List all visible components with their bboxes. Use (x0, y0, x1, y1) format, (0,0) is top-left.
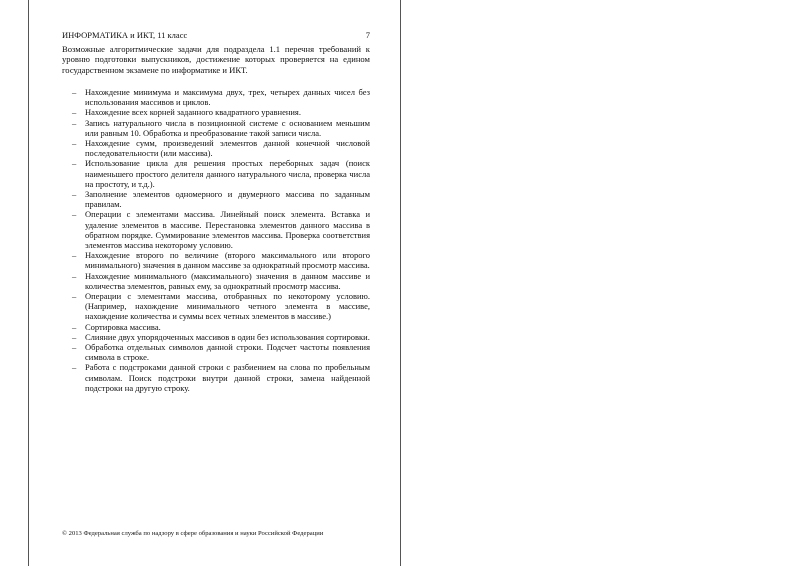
list-item-text: Запись натурального числа в позиционной системе с основанием меньшим или равным 10. Обработка и преобразование такой записи числа. (85, 117, 370, 138)
list-item (62, 118, 370, 138)
list-item (62, 250, 370, 270)
list-item (62, 362, 370, 393)
list-item (62, 158, 370, 189)
list-item (62, 322, 370, 332)
list-item (62, 271, 370, 291)
list-item-text: Использование цикла для решения простых переборных задач (поиск наименьшего простого делителя данного натурального числа, проверка числа на простоту, и т.д.). (85, 158, 370, 189)
header-title: ИНФОРМАТИКА и ИКТ, 11 класс (62, 30, 188, 40)
list-item-text: Нахождение всех корней заданного квадратного уравнения. (85, 107, 301, 118)
page-footer: © 2013 Федеральная служба по надзору в сфере образования и науки Российской Федерации (62, 530, 324, 537)
list-item (62, 189, 370, 209)
list-item-text: Заполнение элементов одномерного и двумерного массива по заданным правилам. (85, 189, 370, 210)
list-item-text: Операции с элементами массива. Линейный поиск элемента. Вставка и удаление элементов в массиве. Перестановка элементов данного массива в обратном порядке. Суммирование элементов массива. Проверка соответствия элементов массива некоторому условию. (85, 209, 370, 251)
bullet-dash: – (72, 331, 77, 342)
list-item (62, 209, 370, 250)
bullet-dash: – (72, 270, 77, 281)
bullet-dash: – (72, 107, 77, 118)
list-item (62, 291, 370, 322)
bullet-dash: – (72, 321, 77, 332)
list-item (62, 107, 370, 117)
page-number: 7 (365, 30, 370, 40)
bullet-dash: – (72, 362, 77, 373)
bullet-dash: – (72, 342, 77, 353)
list-item-text: Нахождение минимума и максимума двух, трех, четырех данных чисел без использования массивов и циклов. (85, 87, 370, 108)
bullet-dash: – (72, 117, 77, 128)
list-item-text: Работа с подстроками данной строки с разбиением на слова по пробельным символам. Поиск подстроки внутри данной строки, замена найденной подстроки на другую строку. (85, 362, 370, 393)
bullet-dash: – (72, 209, 77, 220)
list-item-text: Нахождение минимального (максимального) значения в данном массиве и количества элементов, равных ему, за однократный просмотр массива. (85, 270, 370, 291)
page-header (62, 30, 370, 40)
list-item (62, 138, 370, 158)
list-item-text: Нахождение второго по величине (второго максимального или второго минимального) значения в данном массиве за однократный просмотр массива. (85, 250, 370, 271)
list-item-text: Нахождение сумм, произведений элементов данной конечной числовой последовательности (или массива). (85, 138, 370, 159)
bullet-dash: – (72, 158, 77, 169)
list-item-text: Слияние двух упорядоченных массивов в один без использования сортировки. (85, 331, 370, 342)
bullet-dash: – (72, 189, 77, 200)
list-item-text: Сортировка массива. (85, 321, 161, 332)
list-item (62, 332, 370, 342)
bullet-dash: – (72, 291, 77, 302)
bullet-dash: – (72, 138, 77, 149)
list-item (62, 342, 370, 362)
list-item (62, 87, 370, 107)
bullet-dash: – (72, 250, 77, 261)
requirements-list (62, 87, 370, 393)
list-item-text: Обработка отдельных символов данной строки. Подсчет частоты появления символа в строке. (85, 342, 370, 363)
bullet-dash: – (72, 87, 77, 97)
intro-paragraph: Возможные алгоритмические задачи для подраздела 1.1 перечня требований к уровню подготовки выпускников, достижение которых проверяется на едином государственном экзамене по информатике и ИКТ. (62, 44, 370, 75)
list-item-text: Операции с элементами массива, отобранных по некоторому условию. (Например, нахождение минимального четного элемента в массиве, нахождение количества и суммы всех четных элементов в массиве.) (85, 291, 370, 322)
